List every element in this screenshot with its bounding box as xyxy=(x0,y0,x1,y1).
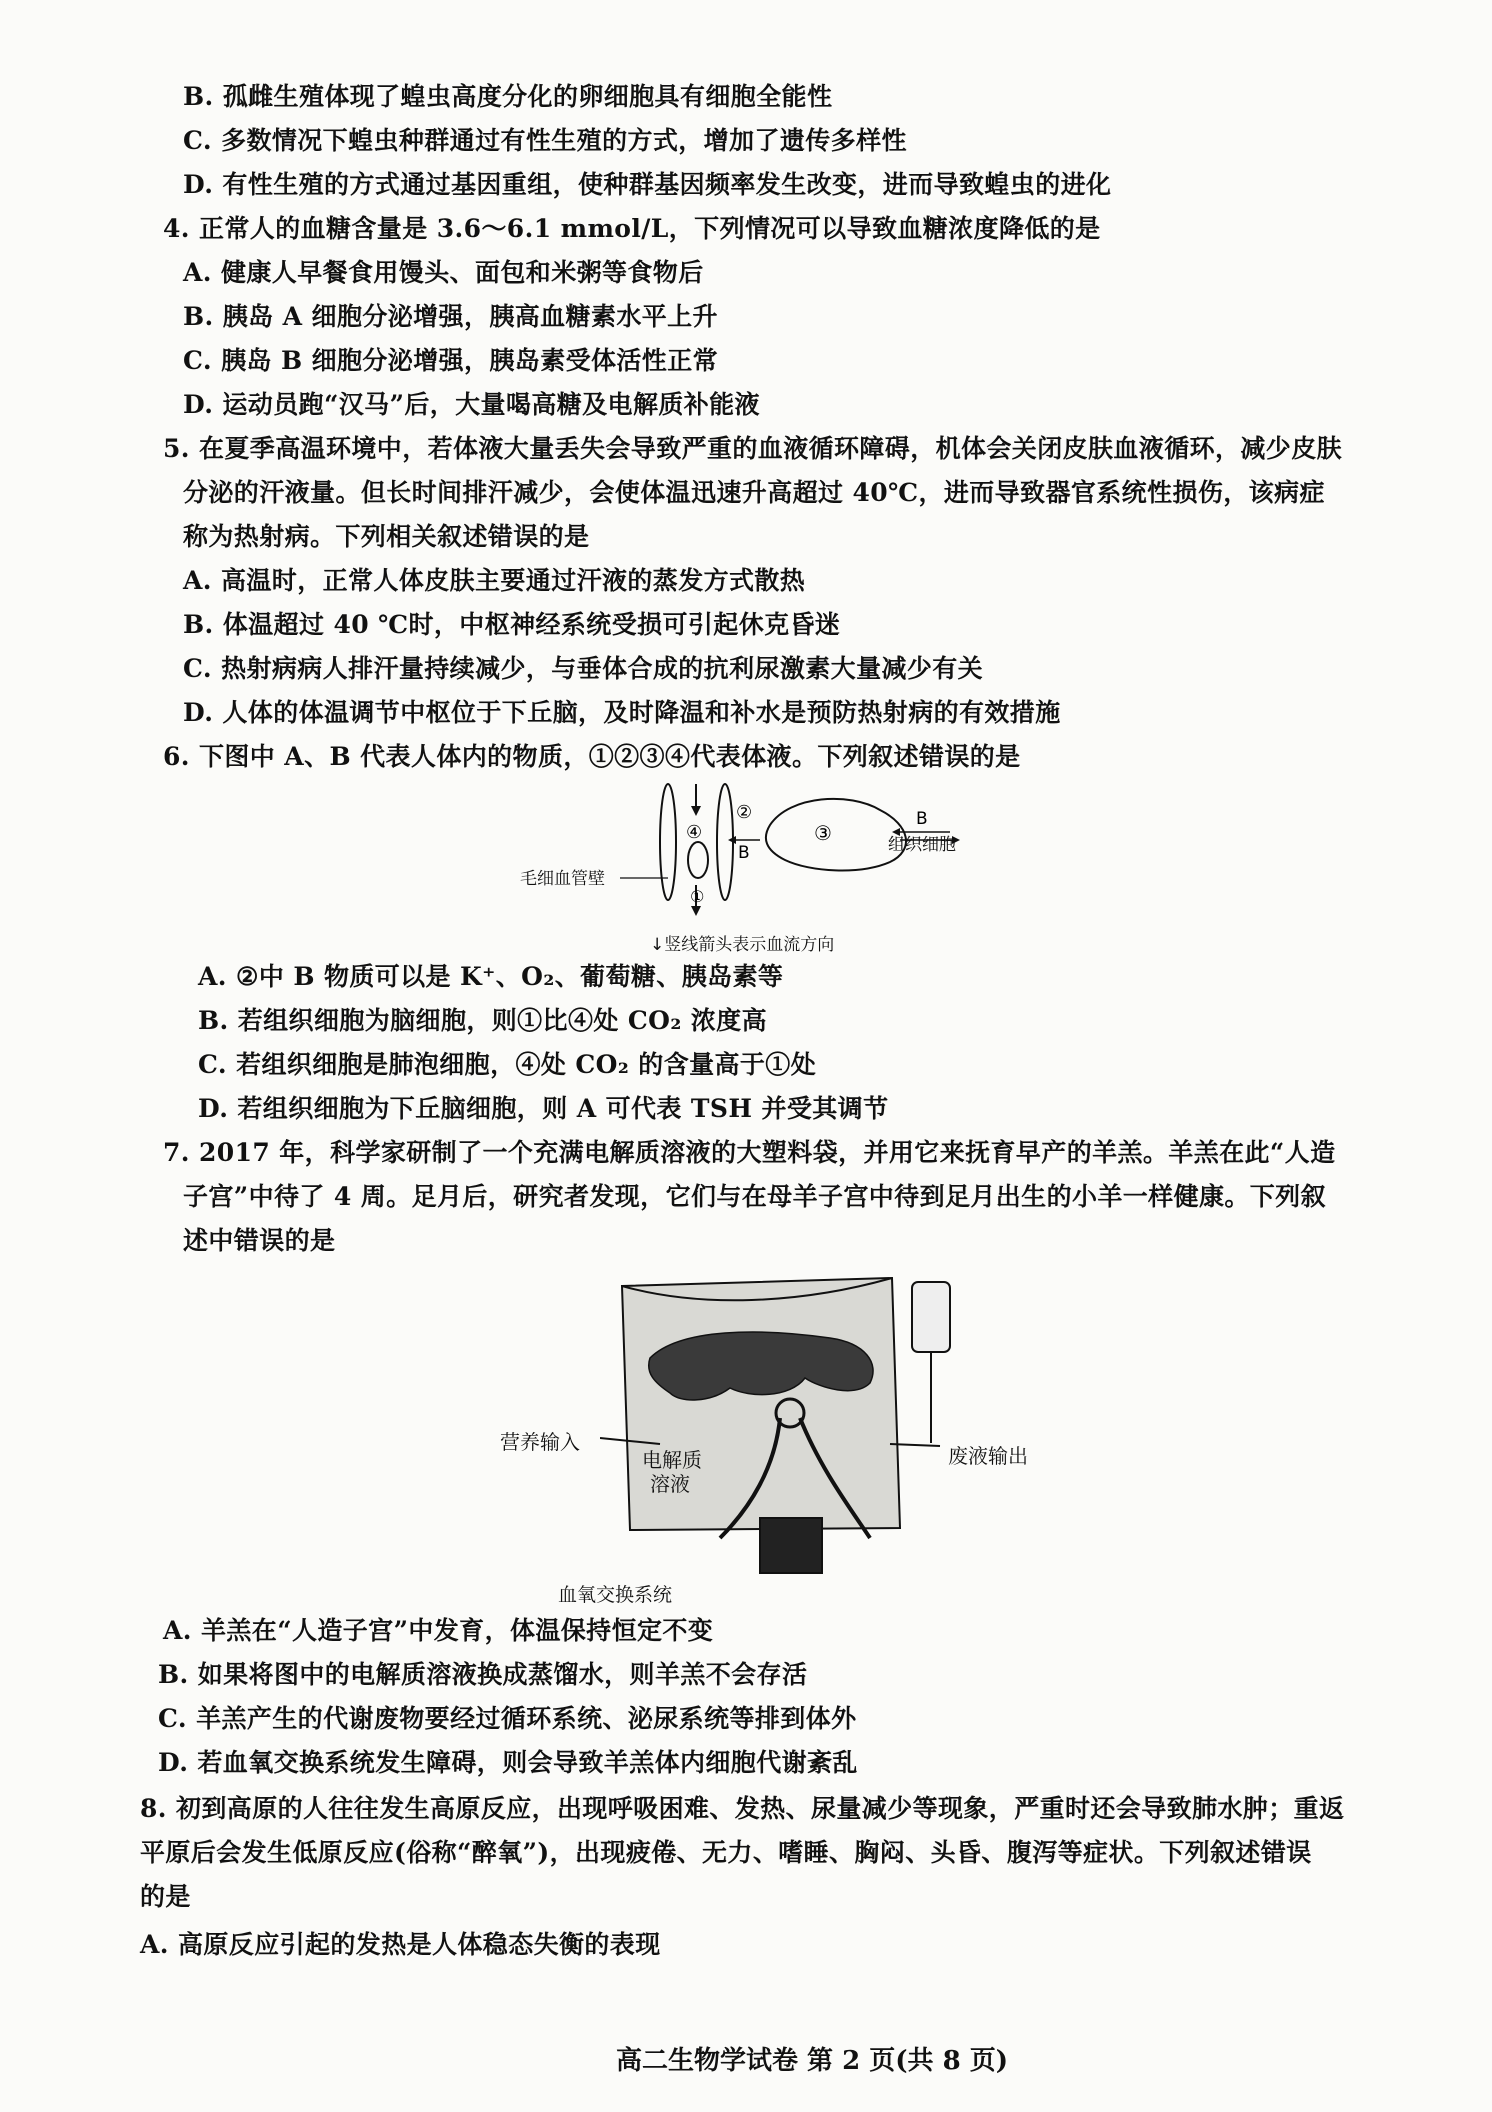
q5-stem-line1: 5. 在夏季高温环境中，若体液大量丢失会导致严重的血液循环障碍，机体会关闭皮肤血液循环，减少皮肤 xyxy=(163,434,1343,463)
tissue-cell-outline xyxy=(766,799,906,871)
q5-stem-line3: 称为热射病。下列相关叙述错误的是 xyxy=(183,522,590,551)
oxygenator-icon xyxy=(760,1518,822,1573)
lamb-icon xyxy=(649,1332,873,1400)
blood-flow-caption: ↓竖线箭头表示血流方向 xyxy=(650,935,835,955)
q7-stem-line2: 子宫”中待了 4 周。足月后，研究者发现，它们与在母羊子宫中待到足月出生的小羊一样健康。下列叙 xyxy=(183,1182,1326,1211)
q7-option-c: C. 羊羔产生的代谢废物要经过循环系统、泌尿系统等排到体外 xyxy=(158,1704,857,1733)
electrolyte-label-line2: 溶液 xyxy=(650,1472,690,1496)
waste-output-label: 废液输出 xyxy=(948,1444,1028,1468)
q5-option-b: B. 体温超过 40 ℃时，中枢神经系统受损可引起休克昏迷 xyxy=(183,610,841,639)
fluid-2-label: ② xyxy=(736,802,753,823)
capillary-wall-label: 毛细血管壁 xyxy=(520,869,605,889)
q7-option-d: D. 若血氧交换系统发生障碍，则会导致羊羔体内细胞代谢紊乱 xyxy=(158,1748,858,1777)
q8-option-a: A. 高原反应引起的发热是人体稳态失衡的表现 xyxy=(140,1930,661,1959)
q4-option-d: D. 运动员跑“汉马”后，大量喝高糖及电解质补能液 xyxy=(183,390,760,419)
oxygen-exchange-label: 血氧交换系统 xyxy=(558,1584,673,1606)
q6-option-b: B. 若组织细胞为脑细胞，则①比④处 CO₂ 浓度高 xyxy=(198,1006,767,1035)
artificial-womb-figure xyxy=(600,1268,1040,1578)
page-footer: 高二生物学试卷 第 2 页(共 8 页) xyxy=(616,2046,1009,2076)
q3-option-d: D. 有性生殖的方式通过基因重组，使种群基因频率发生改变，进而导致蝗虫的进化 xyxy=(183,170,1112,199)
fluid-1-label: ① xyxy=(690,887,705,906)
q5-option-c: C. 热射病病人排汗量持续减少，与垂体合成的抗利尿激素大量减少有关 xyxy=(183,654,984,683)
iv-bag-icon xyxy=(912,1282,950,1352)
q4-stem: 4. 正常人的血糖含量是 3.6～6.1 mmol/L，下列情况可以导致血糖浓度降低的是 xyxy=(163,214,1101,243)
q7-option-a: A. 羊羔在“人造子宫”中发育，体温保持恒定不变 xyxy=(163,1616,714,1645)
q4-option-a: A. 健康人早餐食用馒头、面包和米粥等食物后 xyxy=(183,258,704,287)
q5-option-d: D. 人体的体温调节中枢位于下丘脑，及时降温和补水是预防热射病的有效措施 xyxy=(183,698,1061,727)
blood-cell xyxy=(688,842,708,878)
q5-stem-line2: 分泌的汗液量。但长时间排汗减少，会使体温迅速升高超过 40℃，进而导致器官系统性损伤，该病症 xyxy=(183,478,1325,507)
q4-option-c: C. 胰岛 B 细胞分泌增强，胰岛素受体活性正常 xyxy=(183,346,719,375)
q7-stem-line3: 述中错误的是 xyxy=(183,1226,336,1255)
q6-option-a: A. ②中 B 物质可以是 K⁺、O₂、葡萄糖、胰岛素等 xyxy=(198,962,784,991)
q3-option-c: C. 多数情况下蝗虫种群通过有性生殖的方式，增加了遗传多样性 xyxy=(183,126,907,155)
q3-option-b: B. 孤雌生殖体现了蝗虫高度分化的卵细胞具有细胞全能性 xyxy=(183,82,833,111)
q6-option-c: C. 若组织细胞是肺泡细胞，④处 CO₂ 的含量高于①处 xyxy=(198,1050,817,1079)
q6-option-d: D. 若组织细胞为下丘脑细胞，则 A 可代表 TSH 并受其调节 xyxy=(198,1094,889,1123)
q8-stem-line2: 平原后会发生低原反应(俗称“醉氧”)，出现疲倦、无力、嗜睡、胸闷、头昏、腹泻等症状。下列叙述错误 xyxy=(140,1838,1312,1867)
nutrient-input-label: 营养输入 xyxy=(500,1430,580,1454)
fluid-3-label: ③ xyxy=(814,821,832,845)
q8-stem-line3: 的是 xyxy=(140,1882,191,1911)
q4-option-b: B. 胰岛 A 细胞分泌增强，胰高血糖素水平上升 xyxy=(183,302,718,331)
fluid-4-label: ④ xyxy=(686,822,703,843)
substance-b-right-label: B xyxy=(916,809,928,829)
substance-b-left-label: B xyxy=(738,843,750,863)
q5-option-a: A. 高温时，正常人体皮肤主要通过汗液的蒸发方式散热 xyxy=(183,566,806,595)
capillary-wall-left xyxy=(660,784,676,900)
q8-stem-line1: 8. 初到高原的人往往发生高原反应，出现呼吸困难、发热、尿量减少等现象，严重时还会导致肺水肿；重返 xyxy=(140,1794,1345,1823)
q7-stem-line1: 7. 2017 年，科学家研制了一个充满电解质溶液的大塑料袋，并用它来抚育早产的羊羔。羊羔在此“人造 xyxy=(163,1138,1336,1167)
electrolyte-label-line1: 电解质 xyxy=(642,1448,702,1472)
tissue-cell-label: 组织细胞 xyxy=(888,835,956,855)
q6-stem: 6. 下图中 A、B 代表人体内的物质，①②③④代表体液。下列叙述错误的是 xyxy=(163,742,1021,771)
capillary-wall-right xyxy=(717,784,733,900)
q7-option-b: B. 如果将图中的电解质溶液换成蒸馏水，则羊羔不会存活 xyxy=(158,1660,808,1689)
